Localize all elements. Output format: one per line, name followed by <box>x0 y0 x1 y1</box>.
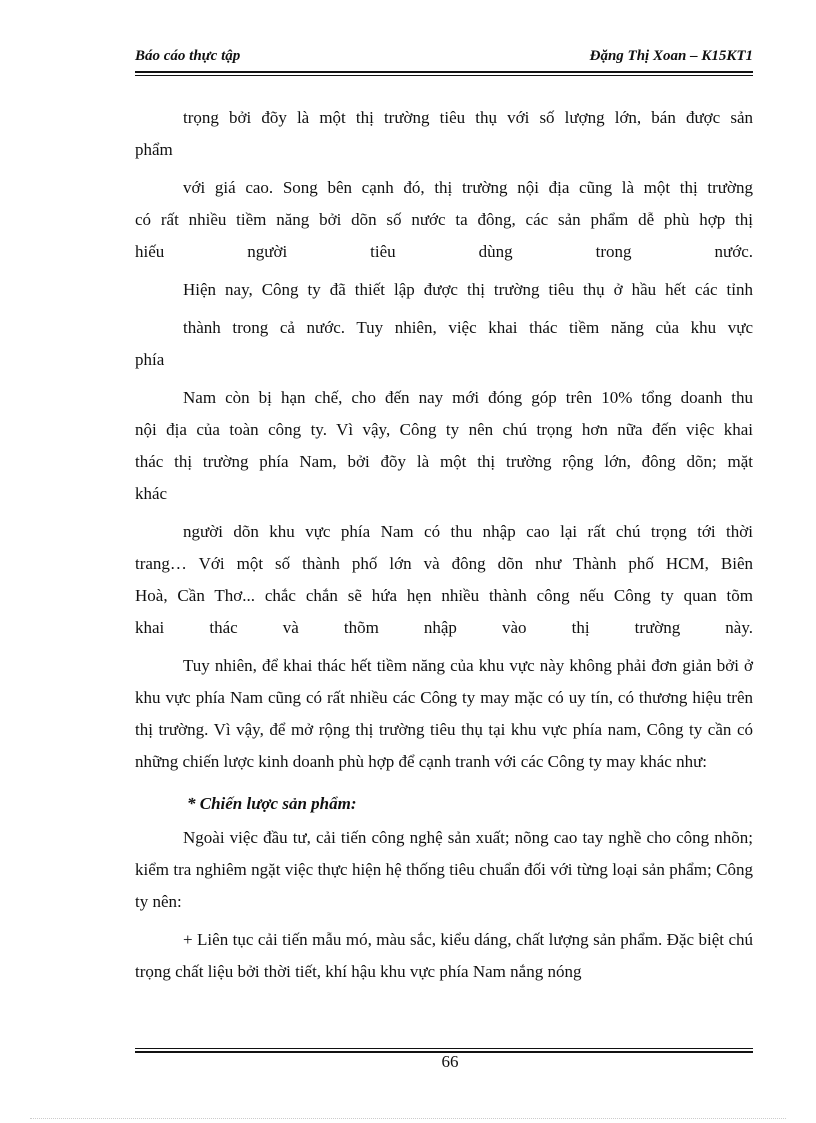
paragraph: Ngoài việc đầu tư, cải tiến công nghệ sản xuất; nõng cao tay nghề cho công nhõn; kiểm tra nghiêm ngặt việc thực hiện hệ thống tiêu chuẩn đối với từng loại sản phẩm; Công ty nên: <box>135 828 753 911</box>
paragraph: Tuy nhiên, để khai thác hết tiềm năng của khu vực này không phải đơn giản bởi ở khu vực phía Nam cũng có rất nhiều các Công ty may mặc có uy tín, có thương hiệu trên thị trường. Vì vậy, để mở rộng thị trường tiêu thụ tại khu vực phía nam, Công ty cần có những chiến lược kinh doanh phù hợp để cạnh tranh với các Công ty may khác như: <box>135 656 753 771</box>
paragraph-line: phẩm <box>135 140 173 159</box>
section-heading: * Chiến lược sản phẩm: <box>187 794 357 813</box>
paragraph-line: phía <box>135 350 165 369</box>
paragraph-line: Hiện nay, Công ty đã thiết lập được thị trường tiêu thụ ở hầu hết các tỉnh <box>183 280 753 299</box>
paragraph-line: thành trong cả nước. Tuy nhiên, việc khai thác tiềm năng của khu vực <box>183 318 753 337</box>
header-report-title: Báo cáo thực tập <box>135 48 241 64</box>
paragraph-line: có rất nhiều tiềm năng bởi dõn số nước ta đông, các sản phẩm dễ phù hợp thị <box>135 210 753 229</box>
paragraph-line: với giá cao. Song bên cạnh đó, thị trường nội địa cũng là một thị trường <box>183 178 753 197</box>
paragraph-line: Hoà, Cần Thơ... chắc chắn sẽ hứa hẹn nhiều thành công nếu Công ty quan tõm <box>135 586 753 605</box>
header-rule-thin <box>135 75 753 76</box>
footer-rule-thin <box>135 1048 753 1049</box>
paragraph-line: khai thác và thõm nhập vào thị trường này. <box>135 618 753 637</box>
page-header <box>135 48 753 70</box>
paragraph-line: Nam còn bị hạn chế, cho đến nay mới đóng góp trên 10% tổng doanh thu <box>183 388 753 407</box>
header-author: Đặng Thị Xoan – K15KT1 <box>589 48 753 64</box>
header-rule <box>135 71 753 73</box>
paragraph-line: nội địa của toàn công ty. Vì vậy, Công ty nên chú trọng hơn nữa đến việc khai <box>135 420 753 439</box>
page-edge-divider <box>30 1118 786 1119</box>
paragraph-line: hiếu người tiêu dùng trong nước. <box>135 242 753 261</box>
paragraph-line: khác <box>135 484 168 503</box>
document-body <box>135 102 753 988</box>
paragraph-line: trọng bởi đõy là một thị trường tiêu thụ với số lượng lớn, bán được sản <box>183 108 753 127</box>
paragraph-line: trang… Với một số thành phố lớn và đông dõn như Thành phố HCM, Biên <box>135 554 753 573</box>
page-number: 66 <box>441 1052 459 1071</box>
paragraph-line: người dõn khu vực phía Nam có thu nhập cao lại rất chú trọng tới thời <box>183 522 753 541</box>
paragraph-line: thác thị trường phía Nam, bởi đõy là một thị trường rộng lớn, đông dõn; mặt <box>135 452 753 471</box>
paragraph: + Liên tục cải tiến mẫu mó, màu sắc, kiểu dáng, chất lượng sản phẩm. Đặc biệt chú trọng chất liệu bởi thời tiết, khí hậu khu vực phía Nam nắng nóng <box>135 930 753 981</box>
